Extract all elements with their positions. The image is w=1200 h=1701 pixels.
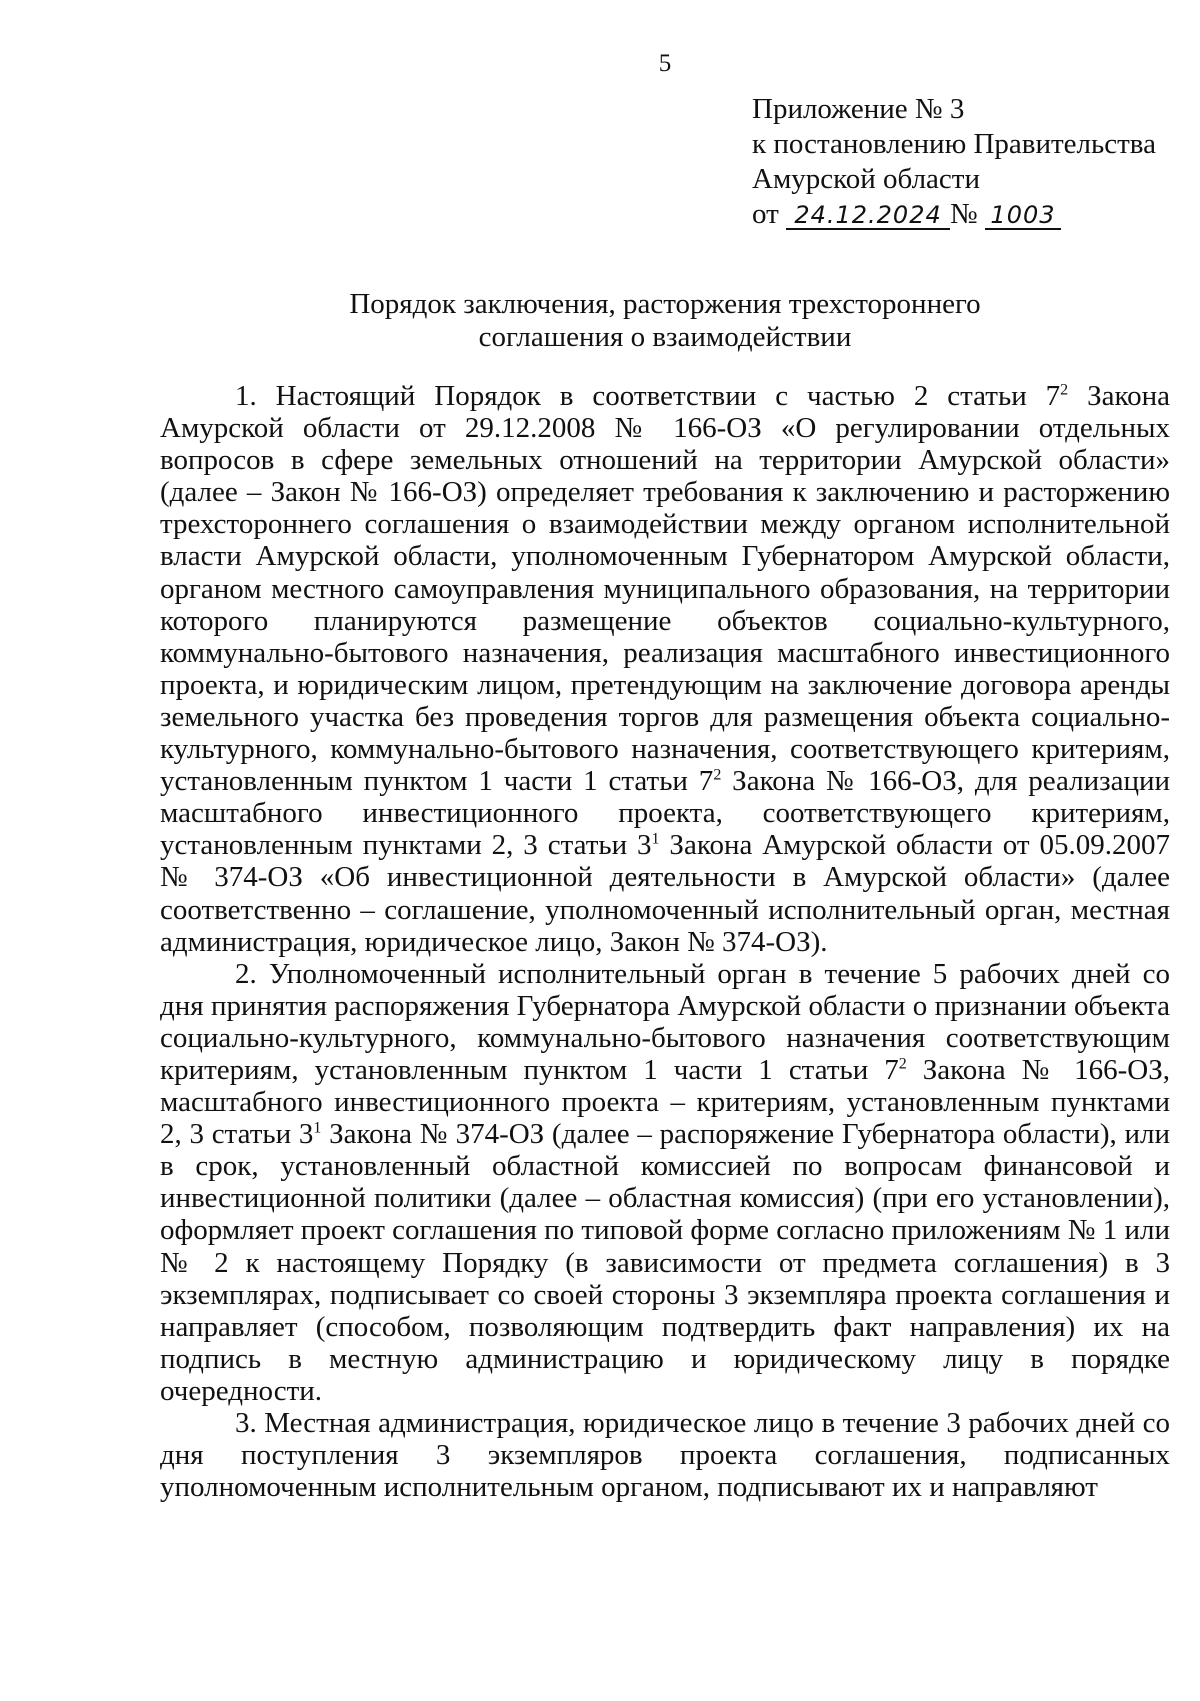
paragraph-2-text-c: Закона № 374-ОЗ (далее – распоряжение Губернатора области), или в срок, установленный областной комиссией по вопросам финансовой и инвестиционной политики (далее – областная комиссия) (при его установлении), оформляет проект соглашения по типовой форме согласно приложениям № 1 или № 2 к настоящему Порядку (в зависимости от предмета соглашения) в 3 экземплярах, подписывает со своей стороны 3 экземпляра проекта соглашения и направляет (способом, позволяющим подтвердить факт направления) их на подпись в местную администрацию и юридическому лицу в порядке очередности. <box>160 1118 1170 1407</box>
paragraph-1-text-b: Закона Амурской области от 29.12.2008 № 166-ОЗ «О регулировании отдельных вопросов в сфере земельных отношений на территории Амурской области» (далее – Закон № 166-ОЗ) определяет требования к заключению и расторжению трехстороннего соглашения о взаимодействии между органом исполнительной власти Амурской области, уполномоченным Губернатором Амурской области, органом местного самоуправления муниципального образования, на территории которого планируются размещение объектов социально-культурного, коммунально-бытового назначения, реализация масштабного инвестиционного проекта, и юридическим лицом, претендующим на заключение договора аренды земельного участка без проведения торгов для размещения объекта социально-культурного, коммунально-бытового назначения, соответствующего критериям, установленным пунктом 1 части 1 статьи 7 <box>160 380 1170 798</box>
paragraph-1-text-a: 1. Настоящий Порядок в соответствии с частью 2 статьи 7 <box>235 380 1061 412</box>
annex-resolution-ref: к постановлению Правительства <box>752 128 1156 160</box>
superscript: 1 <box>651 830 660 848</box>
page-number: 5 <box>658 50 672 77</box>
paragraph-3 <box>160 1407 1170 1503</box>
superscript: 2 <box>1060 381 1069 399</box>
paragraph-1-text-d: Закона Амурской области от 05.09.2007 № 374-ОЗ «Об инвестиционной деятельности в Амурской области» (далее соответственно – соглашение, уполномоченный исполнительный орган, местная администрация, юридическое лицо, Закон № 374-ОЗ). <box>160 829 1170 958</box>
handwritten-number: 1003 <box>985 202 1061 230</box>
superscript: 2 <box>713 766 722 784</box>
handwritten-date: 24.12.2024 <box>786 202 950 230</box>
title-line-2: соглашения о взаимодействии <box>478 321 852 353</box>
annex-block <box>752 92 1156 232</box>
document-body <box>160 380 1170 1503</box>
paragraph-2-text-a: 2. Уполномоченный исполнительный орган в течение 5 рабочих дней со дня принятия распоряжения Губернатора Амурской области о признании объекта социально-культурного, коммунально-бытового назначения соответствующим критериям, установленным пунктом 1 части 1 статьи 7 <box>160 957 1170 1086</box>
annex-date-line <box>752 197 1156 232</box>
title-line-1: Порядок заключения, расторжения трехстороннего <box>349 288 981 320</box>
annex-title: Приложение № 3 <box>752 93 965 125</box>
superscript: 1 <box>313 1119 322 1137</box>
document-title <box>0 288 1200 354</box>
annex-region: Амурской области <box>752 163 980 195</box>
paragraph-3-text-a: 3. Местная администрация, юридическое лицо в течение 3 рабочих дней со дня поступления 3 экземпляров проекта соглашения, подписанных уполномоченным исполнительным органом, подписывают их и направляют <box>160 1407 1170 1504</box>
superscript: 2 <box>898 1055 907 1073</box>
annex-number-sign: № <box>950 198 978 230</box>
paragraph-2-text-b: Закона № 166-ОЗ, масштабного инвестиционного проекта – критериям, установленным пунктами 2, 3 статьи 3 <box>160 1053 1170 1151</box>
paragraph-1 <box>160 380 1170 958</box>
paragraph-1-text-c: Закона № 166-ОЗ, для реализации масштабного инвестиционного проекта, соответствующего критериям, установленным пунктами 2, 3 статьи 3 <box>160 765 1170 862</box>
annex-date-prefix: от <box>752 198 779 230</box>
paragraph-2 <box>160 958 1170 1407</box>
